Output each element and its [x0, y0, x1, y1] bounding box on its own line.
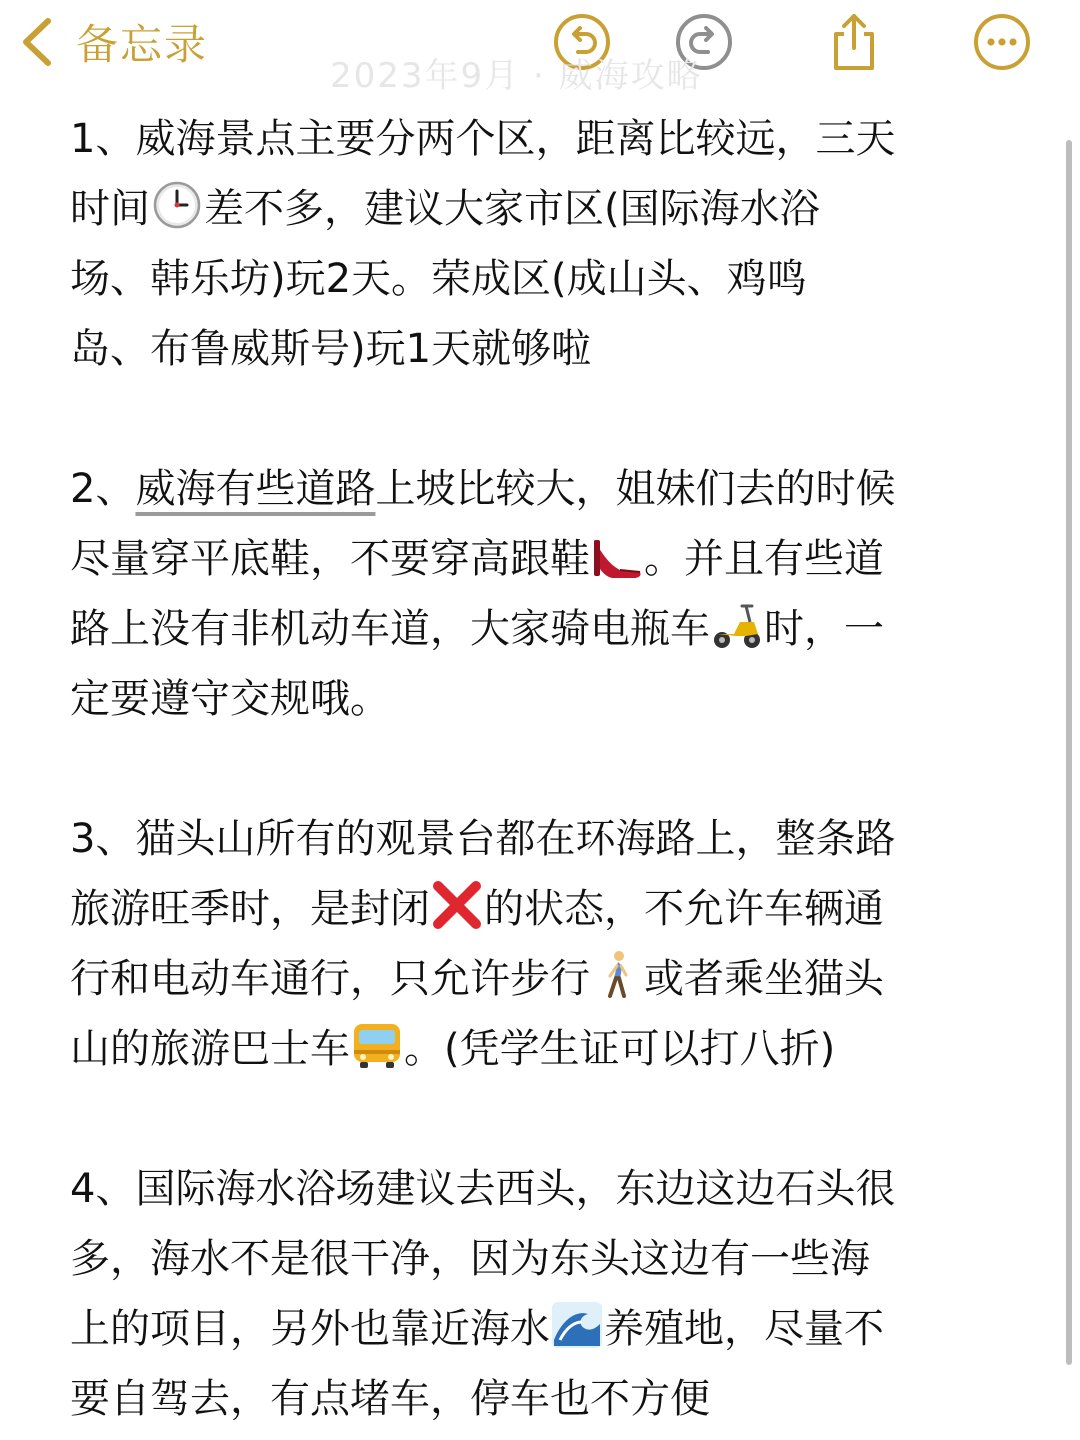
bus-icon — [350, 1020, 404, 1070]
text-line: 3、猫头山所有的观景台都在环海路上，整条路 — [70, 816, 896, 862]
share-button[interactable] — [824, 12, 884, 72]
more-icon — [972, 12, 1032, 72]
text-line: 4、国际海水浴场建议去西头，东边这边石头很 — [70, 1166, 896, 1212]
back-label: 备忘录 — [76, 20, 209, 69]
chevron-left-icon — [18, 17, 58, 67]
clock-icon — [150, 180, 204, 230]
back-button[interactable] — [18, 12, 208, 72]
note-date-title: 2023年9月 · 威海攻略 — [330, 56, 703, 96]
note-paragraph-4: 4、国际海水浴场建议去西头，东边这边石头很 多，海水不是很干净，因为东头这边有一些海 上的项目，另外也靠近海水 养殖地，尽量不 要自驾去，有点堵车，停车也不方便 — [70, 1154, 1020, 1434]
text-line: 场、韩乐坊)玩2天。荣成区(成山头、鸡鸣 — [70, 256, 807, 302]
high-heel-icon — [590, 530, 644, 580]
text-line: 岛、布鲁威斯号)玩1天就够啦 — [70, 326, 592, 372]
text-line: 要自驾去，有点堵车，停车也不方便 — [70, 1376, 710, 1422]
share-icon — [824, 12, 884, 72]
note-paragraph-3: 3、猫头山所有的观景台都在环海路上，整条路 旅游旺季时，是封闭 的状态，不允许车辆通 行和电动车通行，只允许步行 或者乘坐猫头 山的旅游巴士车 。(凭学生证可以打八折) — [70, 804, 1020, 1084]
text-line: 定要遵守交规哦。 — [70, 676, 390, 722]
navigation-bar — [0, 0, 1080, 96]
underlined-text: 威海有些道路 — [135, 466, 376, 512]
wave-icon — [550, 1300, 604, 1350]
scooter-icon — [710, 600, 764, 650]
text-line: 多，海水不是很干净，因为东头这边有一些海 — [70, 1236, 870, 1282]
scrollbar[interactable] — [1066, 140, 1072, 1365]
note-paragraph-1: 1、威海景点主要分两个区，距离比较远，三天 时间 差不多，建议大家市区(国际海水浴 场、韩乐坊)玩2天。荣成区(成山头、鸡鸣 岛、布鲁威斯号)玩1天就够啦 — [70, 104, 1020, 384]
note-body[interactable] — [70, 104, 1020, 1434]
walking-person-icon — [590, 950, 644, 1000]
cross-mark-icon — [430, 880, 484, 930]
text-line: 1、威海景点主要分两个区，距离比较远，三天 — [70, 116, 896, 162]
note-paragraph-2: 2、威海有些道路上坡比较大，姐妹们去的时候 尽量穿平底鞋，不要穿高跟鞋 。并且有些道 路上没有非机动车道，大家骑电瓶车 时，一 定要遵守交规哦。 — [70, 454, 1020, 734]
more-button[interactable] — [972, 12, 1032, 72]
